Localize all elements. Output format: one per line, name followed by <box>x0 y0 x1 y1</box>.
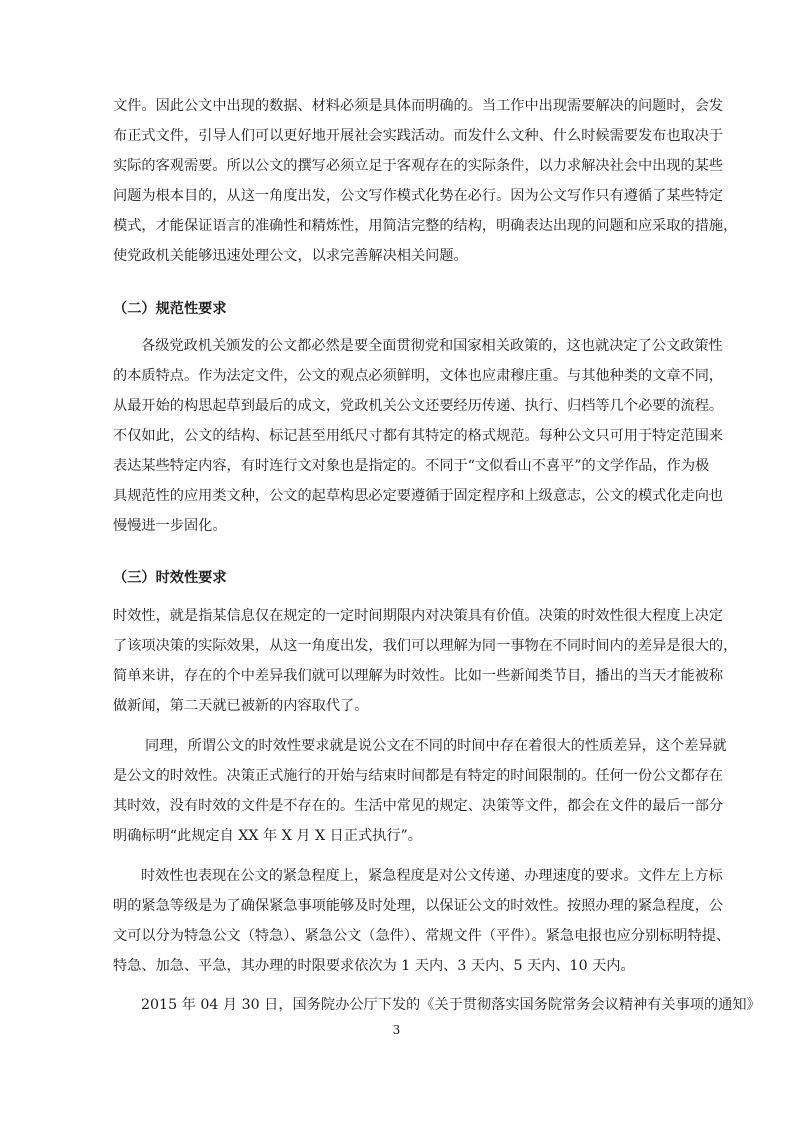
paragraph-5-line-2: 明的紧急等级是为了确保紧急事项能够及时处理，以保证公文的时效性。按照办理的紧急程度，公 <box>113 898 724 914</box>
paragraph-1-line-6: 使党政机关能够迅速处理公文，以求完善解决相关问题。 <box>113 248 468 264</box>
paragraph-5-line-3: 文可以分为特急公文（特急）、紧急公文（急件）、常规文件（平件）。紧急电报也应分别标明特提、 <box>113 928 731 944</box>
paragraph-1-line-2: 布正式文件，引导人们可以更好地开展社会实践活动。而发什么文种、什么时候需要发布也取决于 <box>113 128 724 144</box>
page-number: 3 <box>392 1023 401 1037</box>
paragraph-1-line-5: 模式，才能保证语言的准确性和精炼性，用简洁完整的结构，明确表达出现的问题和应采取的措施， <box>113 218 738 234</box>
paragraph-3-line-1: 时效性，就是指某信息仅在规定的一定时间期限内对决策具有价值。决策的时效性很大程度上决定 <box>113 608 724 624</box>
paragraph-4-line-4: 明确标明“此规定自 XX 年 X 月 X 日正式执行”。 <box>113 828 422 844</box>
paragraph-2-line-1: 各级党政机关颁发的公文都必然是要全面贯彻党和国家相关政策的，这也就决定了公文政策性 <box>141 338 723 354</box>
paragraph-2-line-3: 从最开始的构思起草到最后的成文，党政机关公文还要经历传递、执行、归档等几个必要的流程。 <box>113 398 724 414</box>
paragraph-6-line-1: 2015 年 04 月 30 日，国务院办公厅下发的《关于贯彻落实国务院常务会议精神有关事项的通知》 <box>141 997 761 1013</box>
paragraph-3-line-3: 简单来讲，存在的个中差异我们就可以理解为时效性。比如一些新闻类节目，播出的当天才能被称 <box>113 668 724 684</box>
paragraph-2-line-2: 的本质特点。作为法定文件，公文的观点必须鲜明，文体也应肃穆庄重。与其他种类的文章不同， <box>113 368 724 384</box>
paragraph-4-line-1: 同理，所谓公文的时效性要求就是说公文在不同的时间中存在着很大的性质差异，这个差异就 <box>145 738 727 754</box>
paragraph-1-line-4: 问题为根本目的，从这一角度出发，公文写作模式化势在必行。因为公文写作只有遵循了某些特定 <box>113 188 724 204</box>
paragraph-3-line-2: 了该项决策的实际效果，从这一角度出发，我们可以理解为同一事物在不同时间内的差异是很大的， <box>113 638 738 654</box>
paragraph-2-line-7: 慢慢进一步固化。 <box>113 518 227 534</box>
paragraph-3-line-4: 做新闻，第二天就已被新的内容取代了。 <box>113 698 369 714</box>
section-heading-normativity: （二）规范性要求 <box>113 301 227 317</box>
paragraph-2-line-4: 不仅如此，公文的结构、标记甚至用纸尺寸都有其特定的格式规范。每种公文只可用于特定范围来 <box>113 428 724 444</box>
paragraph-5-line-4: 特急、加急、平急，其办理的时限要求依次为 1 天内、3 天内、5 天内、10 天内。 <box>113 958 635 974</box>
paragraph-4-line-2: 是公文的时效性。决策正式施行的开始与结束时间都是有特定的时间限制的。任何一份公文都存在 <box>113 768 724 784</box>
paragraph-2-line-6: 具规范性的应用类文种，公文的起草构思必定要遵循于固定程序和上级意志，公文的模式化走向也 <box>113 488 724 504</box>
paragraph-2-line-5: 表达某些特定内容，有时连行文对象也是指定的。不同于“文似看山不喜平”的文学作品，作为极 <box>113 458 710 474</box>
paragraph-5-line-1: 时效性也表现在公文的紧急程度上，紧急程度是对公文传递、办理速度的要求。文件左上方标 <box>141 868 723 884</box>
paragraph-4-line-3: 其时效，没有时效的文件是不存在的。生活中常见的规定、决策等文件，都会在文件的最后一部分 <box>113 798 724 814</box>
paragraph-1-line-3: 实际的客观需要。所以公文的撰写必须立足于客观存在的实际条件，以力求解决社会中出现的某些 <box>113 158 724 174</box>
paragraph-1-line-1: 文件。因此公文中出现的数据、材料必须是具体而明确的。当工作中出现需要解决的问题时，会发 <box>113 98 724 114</box>
section-heading-timeliness: （三）时效性要求 <box>113 570 227 586</box>
